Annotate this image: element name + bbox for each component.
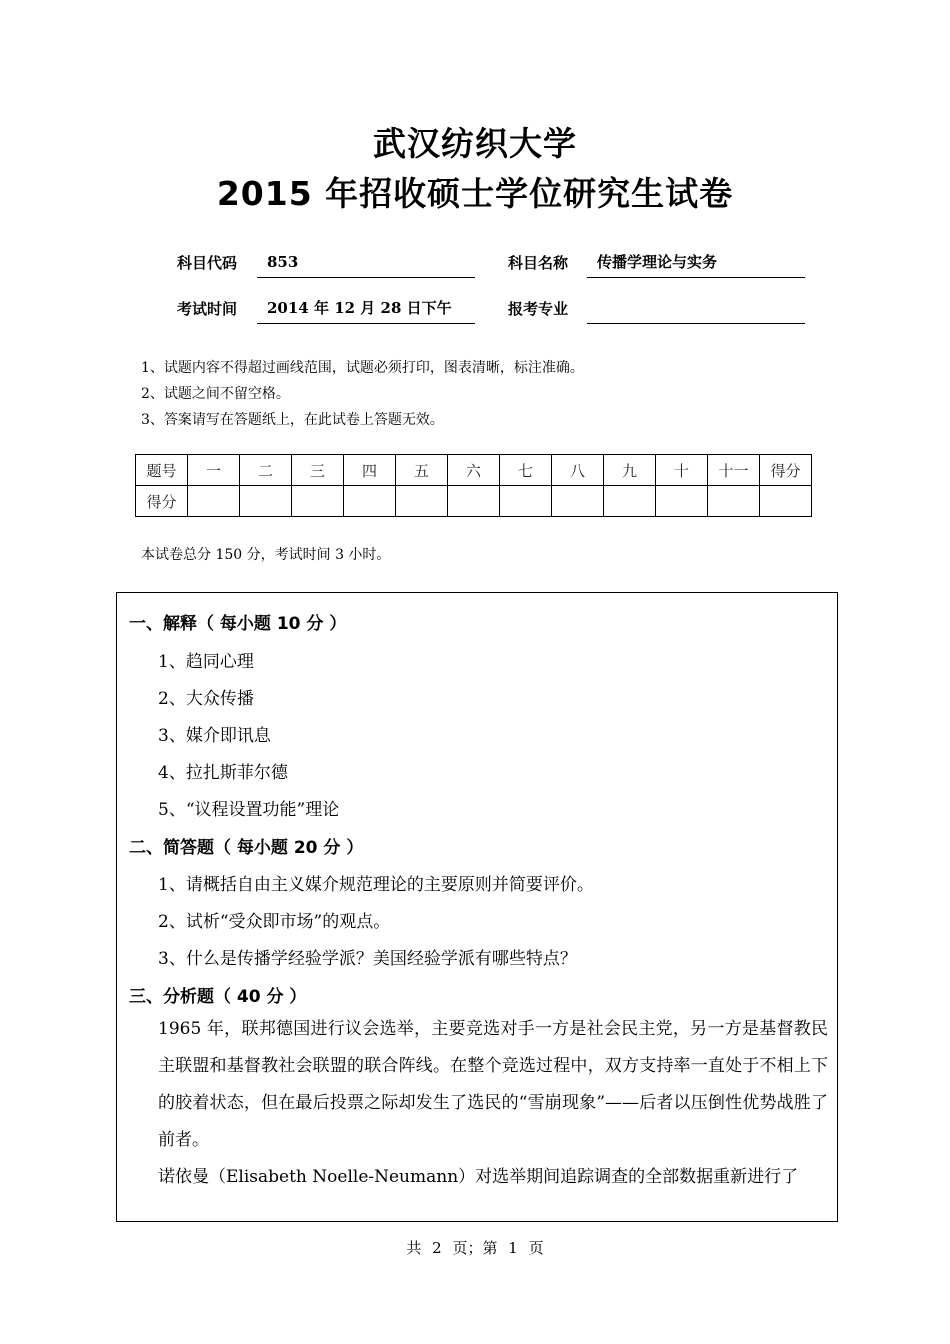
score-cell — [188, 486, 240, 517]
score-row-label: 得分 — [136, 486, 188, 517]
exam-time-label: 考试时间 — [177, 300, 238, 318]
section-1-title: 一、解释（ 每小题 10 分 ） — [129, 614, 347, 634]
score-header-cell: 五 — [396, 455, 448, 486]
section-1-item: 3、媒介即讯息 — [158, 726, 271, 746]
score-cell — [396, 486, 448, 517]
score-header-cell: 十一 — [708, 455, 760, 486]
instruction-2: 2、试题之间不留空格。 — [141, 386, 290, 402]
score-cell — [240, 486, 292, 517]
page-footer: 共 2 页；第 1 页 — [406, 1239, 544, 1257]
section-2-title: 二、简答题（ 每小题 20 分 ） — [129, 838, 364, 858]
instruction-3: 3、答案请写在答题纸上，在此试卷上答题无效。 — [141, 412, 444, 428]
section-1-item: 2、大众传播 — [158, 689, 254, 709]
section-3-text — [158, 1011, 828, 1196]
score-header-cell: 得分 — [760, 455, 812, 486]
score-header-cell: 一 — [188, 455, 240, 486]
score-cell — [552, 486, 604, 517]
score-header-cell: 六 — [448, 455, 500, 486]
instructions — [141, 355, 584, 433]
score-table-score-row — [136, 486, 812, 517]
score-table — [135, 454, 812, 517]
score-header-cell: 四 — [344, 455, 396, 486]
score-header-cell: 八 — [552, 455, 604, 486]
section-2-item: 3、什么是传播学经验学派？美国经验学派有哪些特点？ — [158, 949, 577, 969]
section-3-paragraph: 1965 年，联邦德国进行议会选举，主要竞选对手一方是社会民主党，另一方是基督教民主联盟和基督教社会联盟的联合阵线。在整个竞选过程中，双方支持率一直处于不相上下的胶着状态，但在最后投票之际却发生了选民的“雪崩现象”——后者以压倒性优势战胜了前者。 — [158, 1019, 828, 1150]
score-header-cell: 九 — [604, 455, 656, 486]
score-cell — [448, 486, 500, 517]
subject-code-value: 853 — [257, 252, 475, 278]
subject-code-label: 科目代码 — [177, 254, 238, 272]
score-cell — [344, 486, 396, 517]
subject-name-value: 传播学理论与实务 — [587, 252, 805, 278]
subject-name-label: 科目名称 — [508, 254, 569, 272]
section-3-paragraph: 诺依曼（Elisabeth Noelle-Neumann）对选举期间追踪调查的全部数据重新进行了 — [158, 1167, 799, 1187]
section-2-item: 1、请概括自由主义媒介规范理论的主要原则并简要评价。 — [158, 875, 594, 895]
section-1-item: 5、“议程设置功能”理论 — [158, 800, 340, 820]
major-value — [587, 298, 805, 324]
section-1-item: 1、趋同心理 — [158, 652, 254, 672]
score-cell — [708, 486, 760, 517]
section-1-item: 4、拉扎斯菲尔德 — [158, 763, 288, 783]
question-box — [116, 592, 838, 1222]
major-label: 报考专业 — [508, 300, 569, 318]
score-cell — [656, 486, 708, 517]
section-2-item: 2、试析“受众即市场”的观点。 — [158, 912, 391, 932]
score-header-cell: 七 — [500, 455, 552, 486]
score-header-cell: 题号 — [136, 455, 188, 486]
exam-time-value: 2014 年 12 月 28 日下午 — [257, 298, 475, 324]
exam-title: 2015 年招收硕士学位研究生试卷 — [216, 174, 734, 213]
score-header-cell: 十 — [656, 455, 708, 486]
score-cell — [500, 486, 552, 517]
university-title: 武汉纺织大学 — [373, 124, 577, 163]
section-3-title: 三、分析题（ 40 分 ） — [129, 987, 307, 1007]
instruction-1: 1、试题内容不得超过画线范围，试题必须打印，图表清晰，标注准确。 — [141, 360, 584, 376]
score-table-header-row — [136, 455, 812, 486]
score-cell — [292, 486, 344, 517]
score-cell — [760, 486, 812, 517]
score-cell — [604, 486, 656, 517]
score-header-cell: 二 — [240, 455, 292, 486]
score-header-cell: 三 — [292, 455, 344, 486]
total-score-note: 本试卷总分 150 分，考试时间 3 小时。 — [141, 547, 391, 563]
